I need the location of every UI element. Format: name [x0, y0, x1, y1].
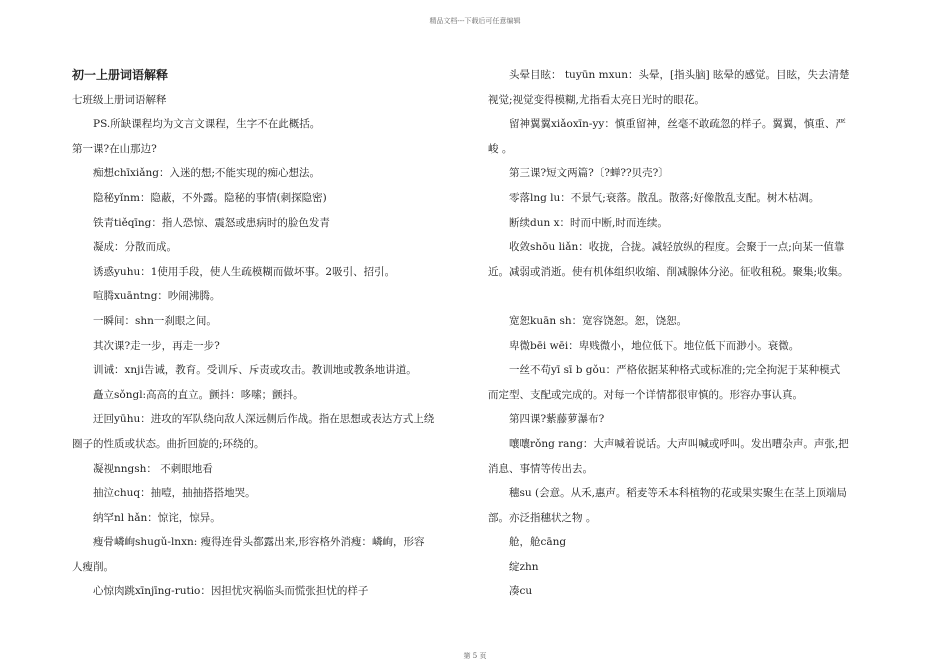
- text-line: 人瘦削。: [72, 560, 114, 573]
- text-line: 圈子的性质或状态。曲折回旋的;环绕的。: [72, 437, 265, 450]
- text-line: 诱惑yuhu：1使用手段，使人生疏模糊而做坏事。2吸引、招引。: [93, 265, 396, 278]
- text-line: 零落lng lu：不景气;衰落。散乱。散落;好像散乱支配。树木枯凋。: [509, 191, 820, 204]
- text-line: 绽zhn: [509, 560, 539, 573]
- text-line: 穗su (会意。从禾,惠声。稻麦等禾本科植物的花或果实聚生在茎上顶端局: [509, 487, 847, 500]
- text-line: 断续dun x：时而中断,时而连续。: [509, 216, 668, 229]
- text-line: 消息、事情等传出去。: [488, 462, 593, 475]
- text-line: 第一课?在山那边?: [72, 142, 157, 155]
- text-line: 而定型、支配或完成的。对每一个详情都很审慎的。形容办事认真。: [488, 388, 803, 401]
- text-line: 舱，舱cāng: [509, 536, 567, 549]
- text-line: 宽恕kuān sh：宽容饶恕。恕，饶恕。: [509, 314, 688, 327]
- text-line: 第三课?短文两篇?〔?蝉??贝壳?〕: [509, 167, 669, 180]
- text-line: 纳罕nl hǎn：惊诧，惊异。: [93, 511, 221, 524]
- text-line: 矗立sǒngl:高高的直立。颤抖：哆嗦；颤抖。: [93, 388, 304, 401]
- text-line: 一瞬间：shn一刹眼之间。: [93, 314, 217, 327]
- page-footer: 第 5 页: [463, 652, 487, 660]
- text-line: 近。减弱或消逝。使有机体组织收缩、削减腺体分泌。征收租税。聚集;收集。: [488, 265, 849, 278]
- text-line: 隐秘yǐnm：隐蔽，不外露。隐秘的事情(刺探隐密): [93, 191, 327, 204]
- text-line: 痴想chīxiǎng：入迷的想;不能实现的痴心想法。: [93, 167, 321, 180]
- text-line: 收敛shōu liǎn：收拢，合拢。减轻放纵的程度。会聚于一点;向某一值靠: [509, 241, 845, 254]
- left-column: [72, 63, 464, 604]
- text-line: 瘦骨嶙峋shugǔ-lnxn: 瘦得连骨头都露出来,形容格外消瘦：嶙峋，形容: [93, 536, 425, 549]
- text-line: 峻 。: [488, 142, 513, 155]
- text-line: 抽泣chuq：抽噎，抽抽搭搭地哭。: [93, 487, 256, 500]
- text-line: 第四课?紫藤萝瀑布?: [509, 413, 605, 426]
- text-line: 部。亦泛指穗状之物 。: [488, 511, 597, 524]
- page-header: 精品文档---下载后可任意编辑: [429, 17, 521, 25]
- text-line: 留神翼翼xiǎoxīn-yy：慎重留神，丝毫不敢疏忽的样子。翼翼，慎重、严: [509, 118, 846, 131]
- text-line: 卑微bēi wēi：卑贱微小，地位低下。地位低下而渺小。衰微。: [509, 339, 800, 352]
- right-column: [488, 63, 883, 604]
- text-line: 迂回yūhu：进攻的军队绕向敌人深远侧后作战。指在思想或表达方式上绕: [93, 413, 435, 426]
- text-line: 心惊肉跳xīnjīng-rutio：因担忧灾祸临头而慌张担忧的样子: [93, 585, 369, 598]
- text-line: 喧腾xuāntng：吵闹沸腾。: [93, 290, 221, 303]
- text-line: 训诫：xnji告诫，教育。受训斥、斥责或攻击。教训地或教条地讲道。: [93, 364, 417, 377]
- text-line: 其次课?走一步，再走一步?: [93, 339, 220, 352]
- text-line: 视觉;视觉变得模糊,尤指看太亮日光时的眼花。: [488, 93, 705, 106]
- blank-line: [488, 284, 883, 309]
- text-line: 凝成：分散而成。: [93, 241, 177, 254]
- text-line: 凑cu: [509, 585, 533, 598]
- document-title: 初一上册词语解释: [72, 68, 169, 82]
- text-line: PS.所缺课程均为文言文课程，生字不在此概括。: [93, 118, 321, 131]
- text-line: 铁青tiěqīng：指人恐惊、震怒或患病时的脸色发青: [93, 216, 330, 229]
- text-line: 七班级上册词语解释: [72, 93, 167, 106]
- text-line: 嚷嚷rǒng rang：大声喊着说话。大声叫喊或呼叫。发出嘈杂声。声张,把: [509, 437, 849, 450]
- text-line: 凝视nngsh： 不刺眼地看: [93, 462, 213, 475]
- text-line: 头晕目眩： tuyūn mxun：头晕，[指头脑] 眩晕的感觉。目眩，失去清楚: [509, 69, 850, 81]
- text-line: 一丝不苟yī sī b gǒu：严格依据某种格式或标准的;完全拘泥于某种模式: [509, 364, 841, 377]
